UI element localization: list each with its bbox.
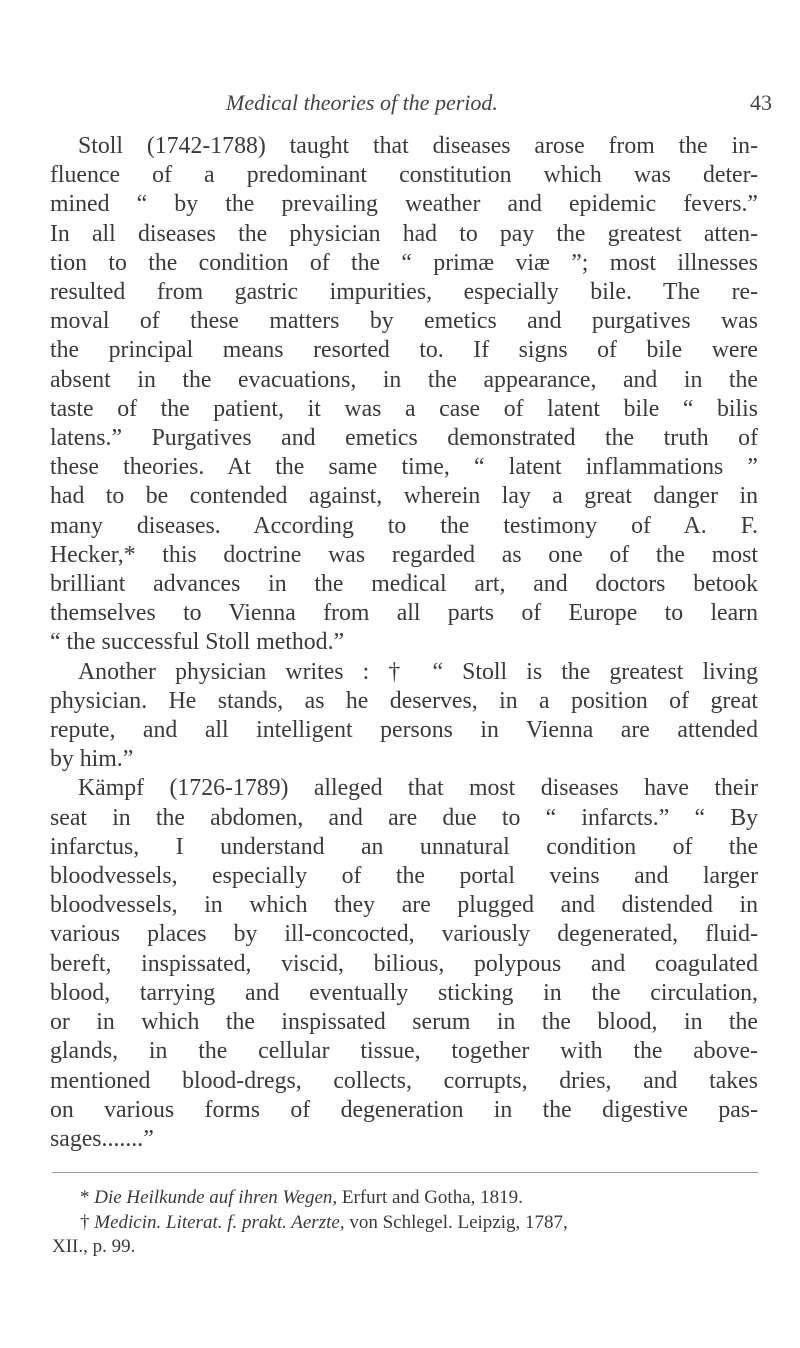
text-line: Hecker,* this doctrine was regarded as one of the most	[50, 541, 758, 568]
text-line: bereft, inspissated, viscid, bilious, polypous and coagulated	[50, 950, 758, 977]
text-line: had to be contended against, wherein lay a great danger in	[50, 483, 758, 510]
text-line: latens.” Purgatives and emetics demonstrated the truth of	[50, 425, 758, 452]
text-line: brilliant advances in the medical art, and doctors betook	[50, 571, 758, 598]
text-line: mined “ by the prevailing weather and epidemic fevers.”	[50, 191, 758, 218]
text-line: many diseases. According to the testimony of A. F.	[50, 512, 758, 539]
footnote-title: Medicin. Literat. f. prakt. Aerzte,	[94, 1211, 345, 1233]
text-line: sages.......”	[50, 1125, 154, 1152]
text-line: bloodvessels, in which they are plugged and distended in	[50, 892, 758, 919]
text-line: infarctus, I understand an unnatural condition of the	[50, 833, 758, 860]
footnote-1	[52, 1186, 758, 1211]
text-line: by him.”	[50, 746, 134, 773]
running-title: Medical theories of the period.	[226, 90, 498, 115]
footnote-rule	[52, 1172, 758, 1173]
text-line: seat in the abdomen, and are due to “ infarcts.” “ By	[50, 804, 758, 831]
footnote-2-continuation: XII., p. 99.	[52, 1236, 136, 1257]
text-line: absent in the evacuations, in the appearance, and in the	[50, 366, 758, 393]
text-line: on various forms of degeneration in the digestive pas-	[50, 1096, 758, 1123]
footnote-text: von Schlegel. Leipzig, 1787,	[349, 1211, 568, 1233]
text-line: Kämpf (1726-1789) alleged that most diseases have their	[78, 775, 758, 802]
text-line: blood, tarrying and eventually sticking in the circulation,	[50, 979, 758, 1006]
text-line: or in which the inspissated serum in the blood, in the	[50, 1009, 758, 1036]
footnote-marker: *	[80, 1187, 90, 1208]
body-text	[50, 132, 758, 1154]
text-line: these theories. At the same time, “ latent inflammations ”	[50, 454, 758, 481]
text-line: themselves to Vienna from all parts of Europe to learn	[50, 600, 758, 627]
running-head	[0, 90, 800, 126]
footnote-2	[52, 1211, 758, 1236]
footnote-marker: †	[80, 1211, 90, 1233]
footnote-title: Die Heilkunde auf ihren Wegen,	[94, 1187, 338, 1208]
text-line: “ the successful Stoll method.”	[50, 629, 345, 656]
text-line: resulted from gastric impurities, especially bile. The re-	[50, 279, 758, 306]
text-line: the principal means resorted to. If signs of bile were	[50, 337, 758, 364]
text-line: tion to the condition of the “ primæ viæ ”; most illnesses	[50, 249, 758, 276]
footnotes	[52, 1186, 758, 1260]
text-line: repute, and all intelligent persons in Vienna are attended	[50, 717, 758, 744]
text-line: Another physician writes : † “ Stoll is the greatest living	[78, 658, 758, 685]
footnote-text: Erfurt and Gotha, 1819.	[341, 1187, 523, 1208]
text-line: taste of the patient, it was a case of latent bile “ bilis	[50, 395, 758, 422]
page-number: 43	[750, 90, 772, 115]
text-line: In all diseases the physician had to pay the greatest atten-	[50, 220, 758, 247]
text-line: various places by ill-concocted, variously degenerated, fluid-	[50, 921, 758, 948]
text-line: Stoll (1742-1788) taught that diseases arose from the in-	[78, 133, 758, 159]
text-line: fluence of a predominant constitution which was deter-	[50, 162, 758, 189]
text-line: moval of these matters by emetics and purgatives was	[50, 308, 758, 335]
text-line: bloodvessels, especially of the portal veins and larger	[50, 863, 758, 890]
text-line: mentioned blood-dregs, collects, corrupts, dries, and takes	[50, 1067, 758, 1094]
text-line: physician. He stands, as he deserves, in a position of great	[50, 687, 758, 714]
text-line: glands, in the cellular tissue, together with the above-	[50, 1038, 758, 1065]
